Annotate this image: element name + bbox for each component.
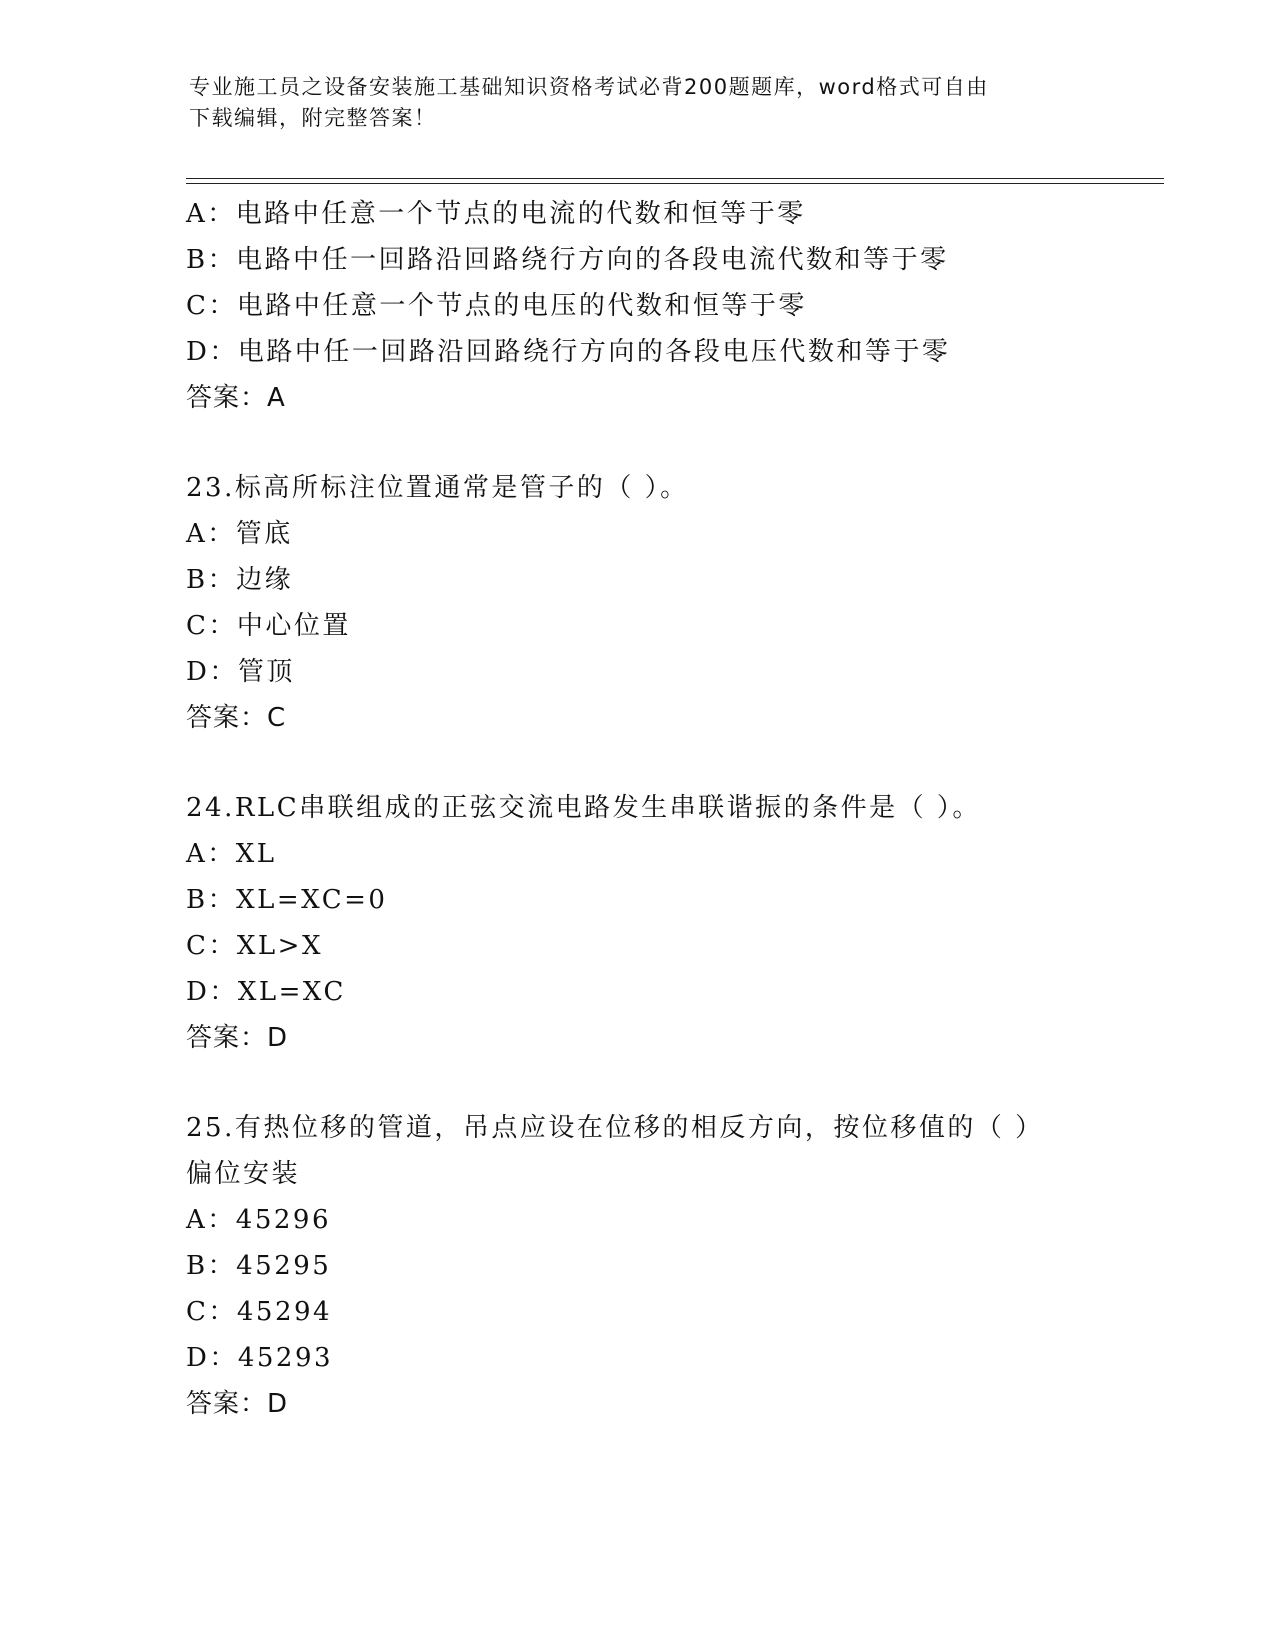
option-c: C：电路中任意一个节点的电压的代数和恒等于零 xyxy=(186,291,807,321)
option-b: B：45295 xyxy=(186,1251,332,1281)
question-list xyxy=(186,191,1166,1427)
option-b: B：边缘 xyxy=(186,565,294,595)
option-c: C：中心位置 xyxy=(186,611,351,641)
answer: 答案：D xyxy=(186,1389,289,1419)
option-d: D：45293 xyxy=(186,1343,334,1373)
header-line-1: 专业施工员之设备安装施工基础知识资格考试必背200题题库，word格式可自由 xyxy=(189,75,989,99)
answer: 答案：D xyxy=(186,1023,289,1053)
option-c: C：45294 xyxy=(186,1297,333,1327)
question-24 xyxy=(186,785,1166,1061)
header-divider-bottom xyxy=(186,183,1164,184)
option-d: D：电路中任一回路沿回路绕行方向的各段电压代数和等于零 xyxy=(186,337,951,367)
option-b: B：XL=XC=0 xyxy=(186,885,388,915)
question-23 xyxy=(186,465,1166,741)
option-a: A：管底 xyxy=(186,519,293,549)
answer: 答案：A xyxy=(186,383,286,413)
question-text: 24.RLC串联组成的正弦交流电路发生串联谐振的条件是（ ）。 xyxy=(186,793,981,823)
option-d: D：XL=XC xyxy=(186,977,346,1007)
option-a: A：电路中任意一个节点的电流的代数和恒等于零 xyxy=(186,199,806,229)
option-a: A：45296 xyxy=(186,1205,331,1235)
option-b: B：电路中任一回路沿回路绕行方向的各段电流代数和等于零 xyxy=(186,245,949,275)
question-text-line-1: 25.有热位移的管道，吊点应设在位移的相反方向，按位移值的（ ） xyxy=(186,1113,1044,1143)
question-text: 23.标高所标注位置通常是管子的（ ）。 xyxy=(186,473,689,503)
question-text-line-2: 偏位安装 xyxy=(186,1159,301,1189)
header-divider-top xyxy=(186,178,1164,179)
option-d: D：管顶 xyxy=(186,657,295,687)
document-header xyxy=(189,72,1069,134)
option-c: C：XL>X xyxy=(186,931,323,961)
option-a: A：XL xyxy=(186,839,277,869)
question-25 xyxy=(186,1105,1166,1427)
question-22 xyxy=(186,191,1166,421)
header-line-2: 下载编辑，附完整答案！ xyxy=(189,106,437,130)
answer: 答案：C xyxy=(186,703,287,733)
